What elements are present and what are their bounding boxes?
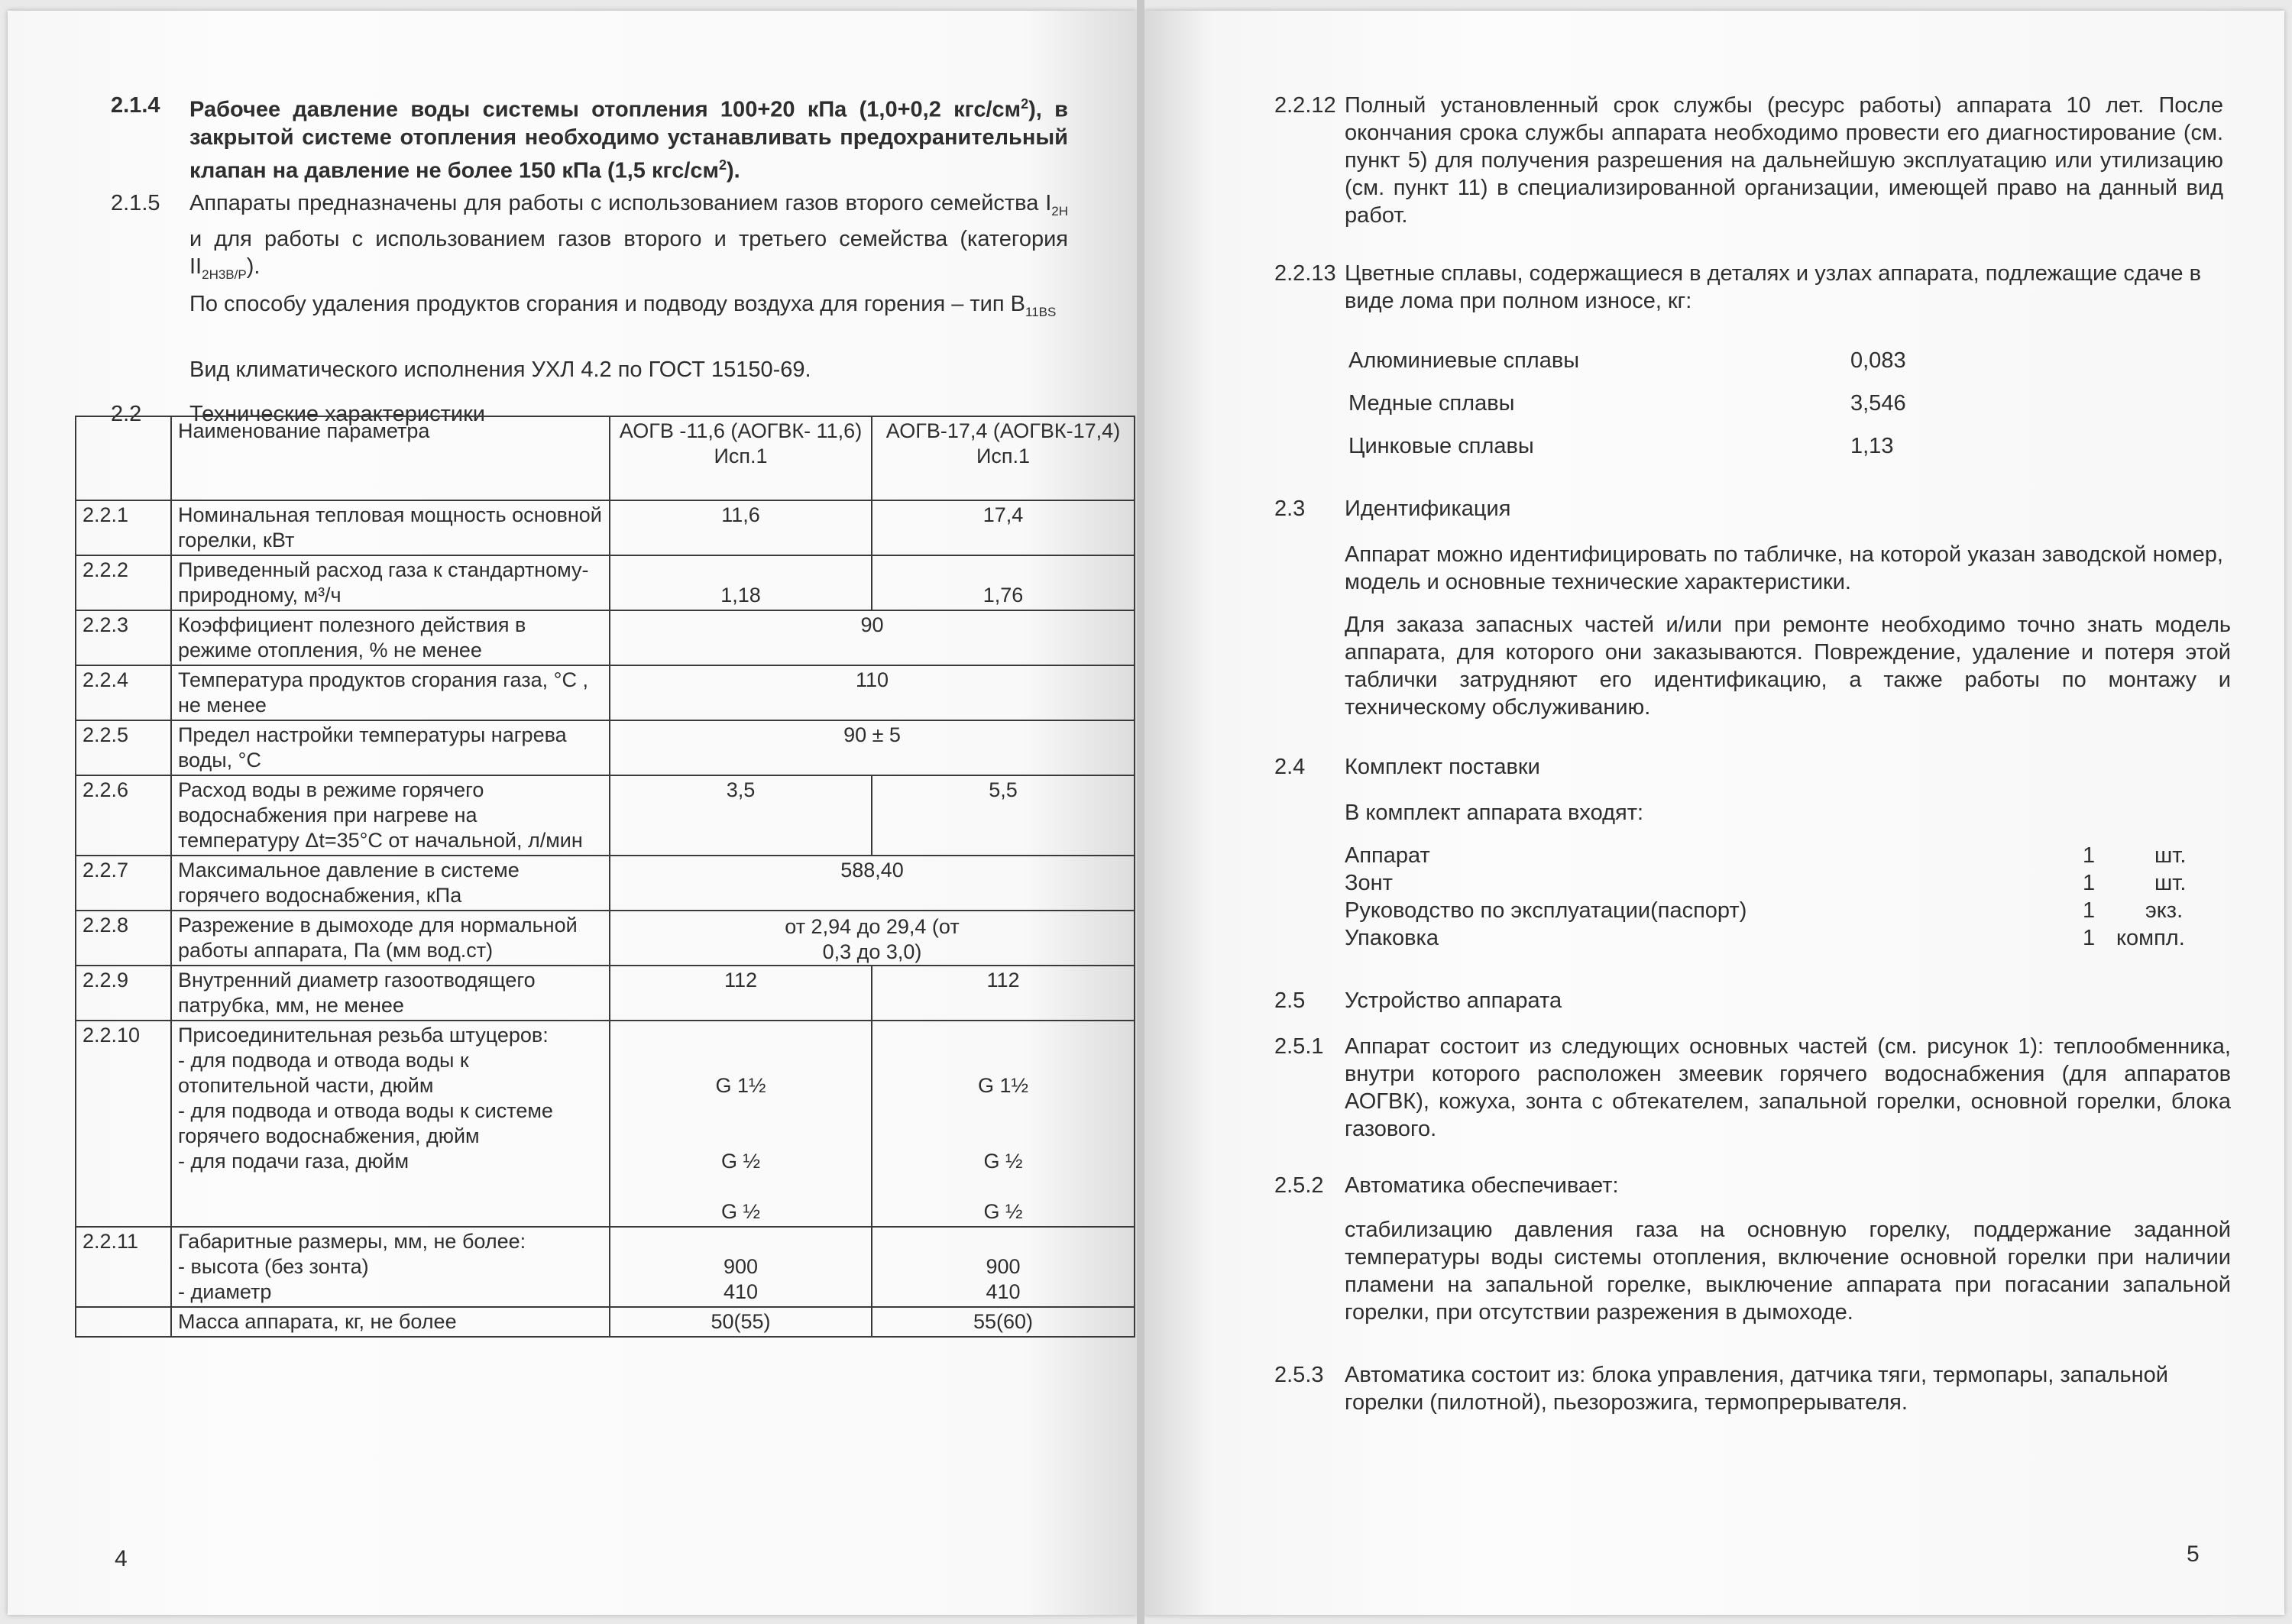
paragraph-2-5-2: стабилизацию давления газа на основную горелку, поддержание заданной температуры воды системы отопления, включение основной горелки при наличии пламени на запальной горелке, выключение аппарата при погасании запальной горелки, при отсутствии разрежения в дымоходе. xyxy=(1345,1218,2231,1325)
kit-item-qty: 1 xyxy=(2083,898,2096,923)
table-row: 2.2.10 Присоединительная резьба штуцеров: - для подвода и отвода воды к отопительной части, дюйм - для подвода и отвода воды к системе горячего водоснабжения, дюйм - для подачи газа, дюйм G 1½ G ½ G ½ G 1½ G ½ G ½ xyxy=(76,1021,1135,1227)
paragraph-2-5-1: Аппарат состоит из следующих основных частей (см. рисунок 1): теплообменника, внутри которого расположен змеевик горячего водоснабжения (для аппаратов АОГВК), кожуха, зонта с обтекателем, запальной горелки, основной горелки, блока газового. xyxy=(1345,1034,2231,1141)
table-row: 2.2.8 Разрежение в дымоходе для нормальной работы аппарата, Па (мм вод.ст) от 2,94 до 29,4 (от 0,3 до 3,0) xyxy=(76,911,1135,966)
paragraph-2-2-13: Цветные сплавы, содержащиеся в деталях и узлах аппарата, подлежащие сдаче в виде лома при полном износе, кг: xyxy=(1345,261,2201,313)
table-row: Масса аппарата, кг, не более 50(55) 55(60) xyxy=(76,1307,1135,1337)
section-title: Комплект поставки xyxy=(1345,755,1540,779)
paragraph-identification-2: Для заказа запасных частей и/или при ремонте необходимо точно знать модель аппарата, для которого они заказываются. Повреждение, удаление и потеря этой таблички затрудняют его идентификацию, а также работы по монтажу и техническому обслуживанию. xyxy=(1345,613,2231,720)
kit-item-qty: 1 xyxy=(2083,871,2096,895)
paragraph-climate: Вид климатического исполнения УХЛ 4.2 по ГОСТ 15150-69. xyxy=(189,357,811,382)
table-row: 2.2.6 Расход воды в режиме горячего водоснабжения при нагреве на температуру Δt=35°С от начальной, л/мин 3,5 5,5 xyxy=(76,775,1135,856)
table-header-col1: АОГВ -11,6 (АОГВК- 11,6) Исп.1 xyxy=(610,416,872,500)
section-number: 2.2.13 xyxy=(1274,261,1336,286)
section-number: 2.4 xyxy=(1274,755,1306,779)
alloy-value: 0,083 xyxy=(1850,348,1906,373)
paragraph-2-5-2-title: Автоматика обеспечивает: xyxy=(1345,1173,1619,1198)
page-number-right: 5 xyxy=(2187,1542,2200,1567)
book-spine xyxy=(1137,0,1144,1624)
alloy-name: Медные сплавы xyxy=(1348,391,1515,416)
table-row: 2.2.9 Внутренний диаметр газоотводящего патрубка, мм, не менее 112 112 xyxy=(76,966,1135,1021)
paragraph-2-1-5: Аппараты предназначены для работы с использованием газов второго семейства $I_{2H}$ и для работы с использованием газов второго и третьего семейства (категория $II_{2H3B/P}$). xyxy=(189,191,1068,282)
alloy-value: 1,13 xyxy=(1850,434,1894,458)
section-number: 2.1.4 xyxy=(111,93,160,118)
paragraph-2-5-3: Автоматика состоит из: блока управления, датчика тяги, термопары, запальной горелки (пилотной), пьезорозжига, термопрерывателя. xyxy=(1345,1363,2168,1415)
kit-item-name: Упаковка xyxy=(1345,926,1439,950)
specifications-table xyxy=(75,416,1135,1338)
paragraph-2-2-12: Полный установленный срок службы (ресурс работы) аппарата 10 лет. После окончания срока службы аппарата необходимо провести его диагностирование (см. пункт 5) для получения разрешения на дальнейшую эксплуатацию или утилизацию (см. пункт 11) в специализированной организации, имеющей право на данный вид работ. xyxy=(1345,93,2223,228)
table-row: 2.2.1 Номинальная тепловая мощность основной горелки, кВт 11,6 17,4 xyxy=(76,500,1135,555)
page-number-left: 4 xyxy=(115,1546,128,1571)
alloy-name: Алюминиевые сплавы xyxy=(1348,348,1580,373)
section-title: Идентификация xyxy=(1345,497,1511,521)
section-number: 2.5.1 xyxy=(1274,1034,1324,1059)
section-title: Технические характеристики xyxy=(189,402,485,426)
table-row: 2.2.7 Максимальное давление в системе горячего водоснабжения, кПа 588,40 xyxy=(76,856,1135,911)
paragraph-2-1-4: Рабочее давление воды системы отопления 100+20 кПа (1,0+0,2 кгс/$см^2$), в закрытой системе отопления необходимо устанавливать предохранительный клапан на давление не более 150 кПа (1,5 кгс/$см^2$). xyxy=(189,96,1068,183)
kit-item-qty: 1 xyxy=(2083,843,2096,868)
paragraph-identification-1: Аппарат можно идентифицировать по табличке, на которой указан заводской номер, модель и основные технические характеристики. xyxy=(1345,542,2223,594)
section-number: 2.3 xyxy=(1274,497,1306,521)
section-number: 2.2.12 xyxy=(1274,93,1336,118)
kit-item-unit: компл. xyxy=(2116,926,2185,950)
table-row: 2.2.4 Температура продуктов сгорания газа, °С , не менее 110 xyxy=(76,665,1135,720)
kit-item-name: Аппарат xyxy=(1345,843,1430,868)
table-header-row xyxy=(76,416,1135,500)
kit-item-name: Руководство по эксплуатации(паспорт) xyxy=(1345,898,1747,923)
section-title: Устройство аппарата xyxy=(1345,988,1562,1013)
alloy-value: 3,546 xyxy=(1850,391,1906,416)
kit-intro: В комплект аппарата входят: xyxy=(1345,801,1644,825)
table-row: 2.2.3 Коэффициент полезного действия в режиме отопления, % не менее 90 xyxy=(76,610,1135,665)
table-header-col2: АОГВ-17,4 (АОГВК-17,4) Исп.1 xyxy=(872,416,1135,500)
kit-item-name: Зонт xyxy=(1345,871,1393,895)
kit-item-unit: экз. xyxy=(2145,898,2184,923)
section-number: 2.5 xyxy=(1274,988,1306,1013)
section-number: 2.1.5 xyxy=(111,191,160,215)
paragraph-exhaust-type: По способу удаления продуктов сгорания и подводу воздуха для горения – тип $B_{11BS}$ xyxy=(189,292,1057,319)
kit-item-unit: шт. xyxy=(2154,843,2187,868)
kit-item-qty: 1 xyxy=(2083,926,2096,950)
table-row: 2.2.11 Габаритные размеры, мм, не более: - высота (без зонта) - диаметр 900 410 900 410 xyxy=(76,1227,1135,1307)
kit-item-unit: шт. xyxy=(2154,871,2187,895)
section-number: 2.5.3 xyxy=(1274,1363,1324,1387)
table-row: 2.2.2 Приведенный расход газа к стандартному-природному, м³/ч 1,18 1,76 xyxy=(76,555,1135,610)
table-header-param: Наименование параметра xyxy=(171,416,610,500)
alloy-name: Цинковые сплавы xyxy=(1348,434,1534,458)
section-number: 2.5.2 xyxy=(1274,1173,1324,1198)
table-row: 2.2.5 Предел настройки температуры нагрева воды, °С 90 ± 5 xyxy=(76,720,1135,775)
section-number: 2.2 xyxy=(111,402,142,426)
